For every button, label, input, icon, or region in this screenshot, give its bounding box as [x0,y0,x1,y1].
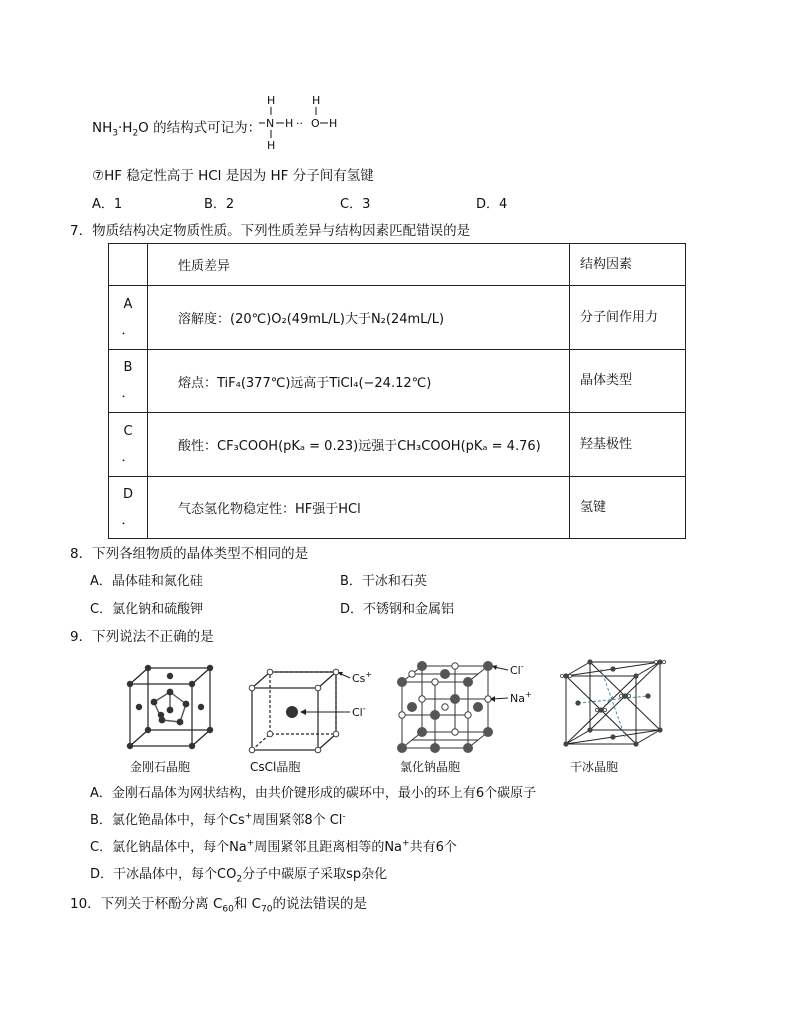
question-8-stem: 8．下列各组物质的晶体类型不相同的是 [70,546,309,562]
q9-option-d[interactable]: D．干冰晶体中，每个$CO_2$分子中碳原子采取sp杂化 [90,867,388,885]
row-factor: 分子间作用力 [570,286,686,350]
nh3-structure-line: $NH_3\cdot H_2O$ 的结构式可记为： [92,120,262,139]
cs-label: Cs+ [352,670,373,685]
row-difference: 气态氢化物稳定性：HF强于HCl [148,477,570,539]
diamond-unit-cell-figure [124,662,216,754]
row-difference: 熔点：TiF₄(377℃)远高于TiCl₄(−24.12℃) [148,350,570,413]
table-row [109,413,686,477]
table-row [109,286,686,350]
row-difference: 酸性：CF₃COOH(pKₐ = 0.23)远强于CH₃COOH(pKₐ = 4.76) [148,413,570,477]
formula-h-top-left: H [267,94,276,107]
caption-cscl: CsCl晶胞 [250,760,301,774]
table-header-cell [109,244,148,286]
formula-h-right: H [329,117,338,130]
row-difference: 溶解度：(20℃)O₂(49mL/L)大于N₂(24mL/L) [148,286,570,350]
q9-option-b[interactable]: B．氯化铯晶体中，每个Cs+周围紧邻8个 Cl- [90,811,346,828]
q8-option-c[interactable]: C．氯化钠和硫酸钾 [90,602,204,617]
table-header-cell: 性质差异 [148,244,570,286]
question-10-stem: 10．下列关于杯酚分离 $C_{60}$和 $C_{70}$的说法错误的是 [70,896,368,915]
q9-option-a[interactable]: A．金刚石晶体为网状结构，由共价键形成的碳环中，最小的环上有6个碳原子 [90,786,537,801]
formula-h-mid: H [285,117,294,130]
row-label: D ． [109,477,148,539]
caption-nacl: 氯化钠晶胞 [400,760,461,774]
cscl-unit-cell-figure [246,664,376,754]
cl-ion-sphere [286,706,298,718]
question-7-stem: 7．物质结构决定物质性质。下列性质差异与结构因素匹配错误的是 [70,223,471,239]
row-label: C ． [109,413,148,477]
caption-dry-ice: 干冰晶胞 [570,760,619,774]
choice-c[interactable]: C．3 [340,197,371,212]
table-header-row [109,244,686,286]
row-factor: 羟基极性 [570,413,686,477]
formula-dots: ·· [296,117,303,130]
row-factor: 氢键 [570,477,686,539]
statement-7: ⑦HF 稳定性高于 HCl 是因为 HF 分子间有氢键 [92,168,374,184]
na-label: Na+ [510,690,532,705]
formula-n: N [266,117,275,130]
question-7-table [108,243,686,539]
table-row [109,477,686,539]
choice-a[interactable]: A．1 [92,197,123,212]
row-label: B ． [109,350,148,413]
q8-option-d[interactable]: D．不锈钢和金属铝 [340,602,455,617]
caption-diamond: 金刚石晶胞 [130,760,191,774]
cl-label: Cl- [352,704,366,719]
cl2-label: Cl- [510,662,524,677]
q8-option-a[interactable]: A．晶体硅和氮化硅 [90,574,203,589]
formula-h-top-o: H [312,94,321,107]
q8-option-b[interactable]: B．干冰和石英 [340,574,427,589]
row-factor: 晶体类型 [570,350,686,413]
dry-ice-unit-cell-figure [560,656,668,752]
choice-d[interactable]: D．4 [476,197,508,212]
formula-h-bottom: H [267,139,276,152]
table-row [109,350,686,413]
question-9-stem: 9．下列说法不正确的是 [70,629,214,645]
choice-b[interactable]: B．2 [204,197,235,212]
nacl-unit-cell-figure [396,660,536,756]
formula-o: O [311,117,320,130]
q9-option-c[interactable]: C．氯化钠晶体中，每个Na+周围紧邻且距离相等的Na+共有6个 [90,838,457,855]
table-header-cell: 结构因素 [570,244,686,286]
row-label: A ． [109,286,148,350]
nh3-h2o-structure-formula [258,94,348,156]
